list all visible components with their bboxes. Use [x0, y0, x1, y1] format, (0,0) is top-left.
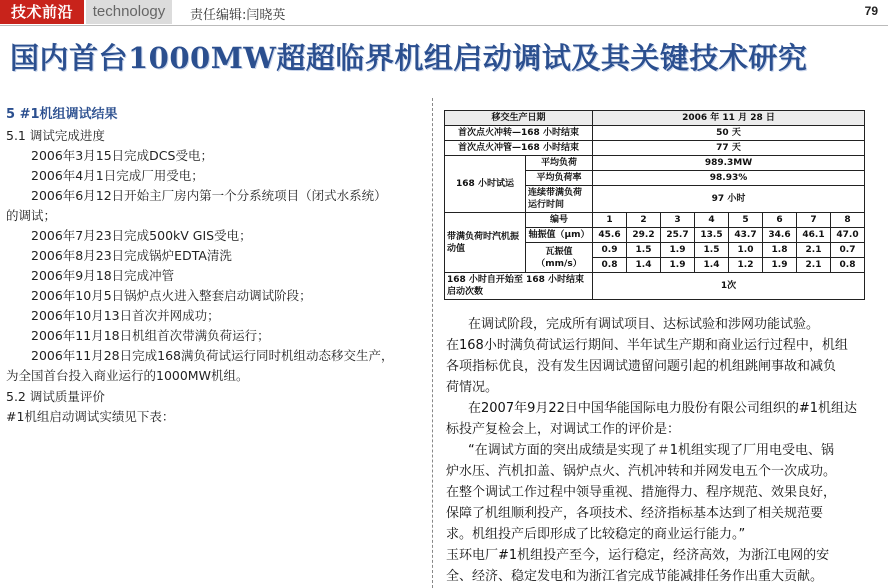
table-cell: 7 — [797, 213, 831, 228]
table-cell: 8 — [831, 213, 865, 228]
results-table-wrap — [444, 110, 865, 300]
table-cell: 50 天 — [593, 126, 865, 141]
progress-item: 2006年6月12日开始主厂房内第一个分系统项目（闭式水系统） — [31, 188, 387, 203]
table-cell: 45.6 — [593, 228, 627, 243]
table-cell: 连续带满负荷运行时间 — [526, 186, 593, 213]
header-divider — [0, 25, 888, 26]
text-line: 各项指标优良，没有发生因调试遗留问题引起的机组跳闸事故和减负 — [446, 359, 837, 374]
table-cell: 2006 年 11 月 28 日 — [593, 111, 865, 126]
table-cell: 移交生产日期 — [445, 111, 593, 126]
brand-label: 技术前沿 — [0, 0, 84, 24]
table-cell: 77 天 — [593, 141, 865, 156]
table-cell: 瓦振值（mm/s） — [526, 243, 593, 273]
progress-item: 2006年11月18日机组首次带满负荷运行； — [31, 328, 270, 343]
table-cell: 首次点火冲转—168 小时结束 — [445, 126, 593, 141]
table-cell: 168 小时自开始至 168 小时结束启动次数 — [445, 273, 593, 300]
table-cell: 46.1 — [797, 228, 831, 243]
table-cell: 6 — [763, 213, 797, 228]
text-line: 保障了机组顺利投产，各项技术、经济指标基本达到了相关规范要 — [446, 506, 824, 521]
text-line: 炉水压、汽机扣盖、锅炉点火、汽机冲转和并网发电五个一次成功。 — [446, 464, 837, 479]
table-cell: 首次点火冲管—168 小时结束 — [445, 141, 593, 156]
table-cell: 1.8 — [763, 243, 797, 258]
progress-item: 2006年10月5日锅炉点火进入整套启动调试阶段； — [31, 288, 312, 303]
table-cell: 1.4 — [695, 258, 729, 273]
table-cell: 1.2 — [729, 258, 763, 273]
table-cell: 43.7 — [729, 228, 763, 243]
progress-item: 的调试； — [6, 208, 57, 223]
table-cell: 1 — [593, 213, 627, 228]
table-cell: 2 — [627, 213, 661, 228]
table-cell: 13.5 — [695, 228, 729, 243]
table-cell: 1次 — [593, 273, 865, 300]
text-line: 全、经济、稳定发电和为浙江省完成节能减排任务作出重大贡献。 — [446, 569, 824, 584]
table-cell: 97 小时 — [593, 186, 865, 213]
table-cell: 1.4 — [627, 258, 661, 273]
section-heading: 5 #1机组调试结果 — [6, 107, 118, 122]
article-title: 国内首台1000MW超超临界机组启动调试及其关键技术研究 — [10, 41, 808, 75]
table-cell: 0.7 — [831, 243, 865, 258]
table-cell: 1.9 — [661, 243, 695, 258]
subsection-heading: 5.1 调试完成进度 — [6, 128, 105, 143]
table-cell: 1.0 — [729, 243, 763, 258]
table-cell: 5 — [729, 213, 763, 228]
table-cell: 平均负荷 — [526, 156, 593, 171]
table-cell: 1.9 — [763, 258, 797, 273]
text-line: 玉环电厂#1机组投产至今，运行稳定，经济高效，为浙江电网的安 — [446, 548, 830, 563]
table-cell: 2.1 — [797, 258, 831, 273]
table-cell: 2.1 — [797, 243, 831, 258]
text-line: 标投产复检会上，对调试工作的评价是： — [446, 422, 681, 437]
text-line: 荷情况。 — [446, 380, 499, 395]
table-intro: #1机组启动调试实绩见下表： — [6, 409, 175, 424]
text-line: 在整个调试工作过程中领导重视、措施得力、程序规范、效果良好， — [446, 485, 837, 500]
table-cell: 编号 — [526, 213, 593, 228]
table-cell: 0.9 — [593, 243, 627, 258]
section-label: technology — [86, 0, 172, 24]
table-cell: 34.6 — [763, 228, 797, 243]
progress-item: 2006年8月23日完成锅炉EDTA清洗 — [31, 248, 232, 263]
table-cell: 0.8 — [831, 258, 865, 273]
table-cell: 1.5 — [695, 243, 729, 258]
column-divider — [432, 98, 433, 588]
table-cell: 0.8 — [593, 258, 627, 273]
table-cell: 4 — [695, 213, 729, 228]
table-cell: 989.3MW — [593, 156, 865, 171]
table-cell: 轴振值（μm） — [526, 228, 593, 243]
table-cell: 98.93% — [593, 171, 865, 186]
table-cell: 1.9 — [661, 258, 695, 273]
page-number: 79 — [864, 4, 878, 18]
progress-item: 2006年3月15日完成DCS受电； — [31, 148, 213, 163]
text-line: 在调试阶段，完成所有调试项目、达标试验和涉网功能试验。 — [468, 317, 820, 332]
text-line: “在调试方面的突出成绩是实现了＃1机组实现了厂用电受电、锅 — [468, 443, 835, 458]
table-cell: 25.7 — [661, 228, 695, 243]
progress-item: 为全国首台投入商业运行的1000MW机组。 — [6, 368, 249, 383]
table-cell: 3 — [661, 213, 695, 228]
text-line: 在168小时满负荷试运行期间、半年试生产期和商业运行过程中，机组 — [446, 338, 848, 353]
page-header — [0, 0, 888, 26]
progress-item: 2006年9月18日完成冲管 — [31, 268, 175, 283]
table-cell: 平均负荷率 — [526, 171, 593, 186]
table-cell: 29.2 — [627, 228, 661, 243]
table-cell: 带满负荷时汽机振动值 — [445, 213, 526, 273]
progress-item: 2006年7月23日完成500kV GIS受电； — [31, 228, 252, 243]
table-cell: 47.0 — [831, 228, 865, 243]
editor-credit: 责任编辑:闫晓英 — [190, 8, 286, 23]
left-column — [6, 104, 426, 427]
text-line: 在2007年9月22日中国华能国际电力股份有限公司组织的#1机组达 — [468, 401, 858, 416]
progress-item: 2006年10月13日首次并网成功； — [31, 308, 220, 323]
results-table — [444, 110, 865, 300]
right-column — [446, 314, 876, 587]
progress-item: 2006年4月1日完成厂用受电； — [31, 168, 204, 183]
progress-item: 2006年11月28日完成168满负荷试运行同时机组动态移交生产， — [31, 348, 394, 363]
text-line: 求。机组投产后即形成了比较稳定的商业运行能力。” — [446, 527, 746, 542]
subsection-heading: 5.2 调试质量评价 — [6, 389, 105, 404]
table-cell: 1.5 — [627, 243, 661, 258]
table-cell: 168 小时试运 — [445, 156, 526, 213]
